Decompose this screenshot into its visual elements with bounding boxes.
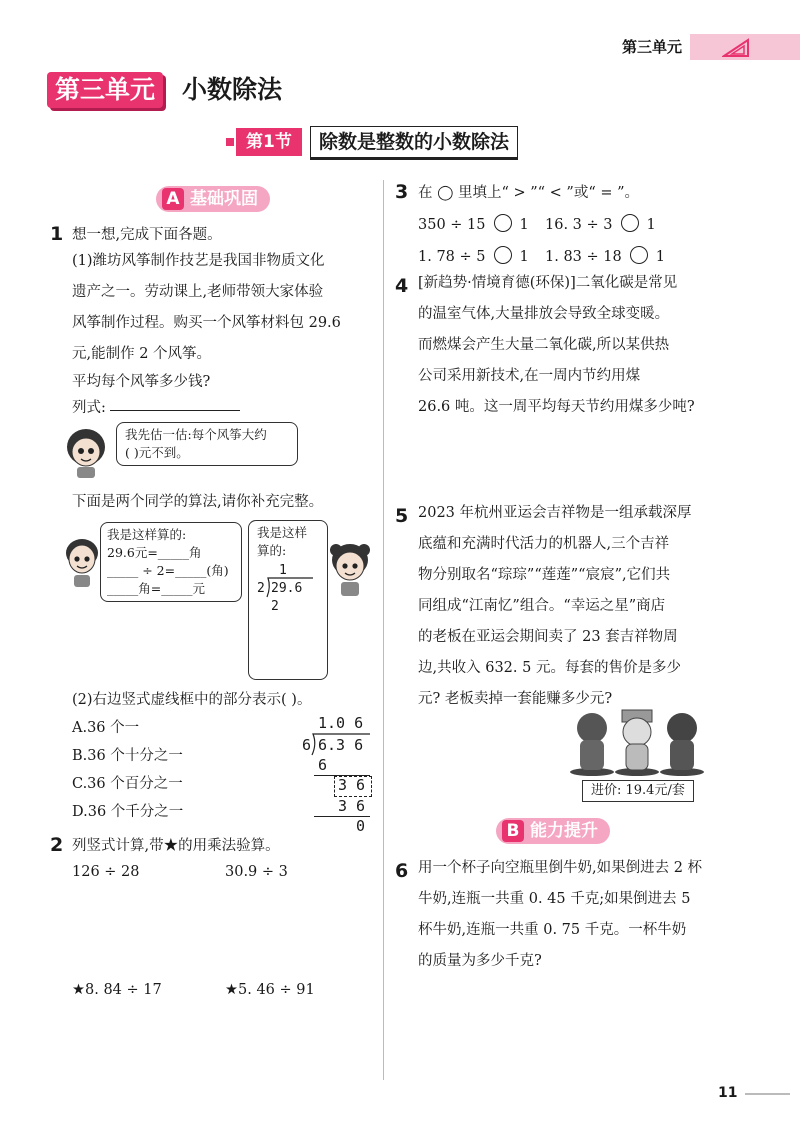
q1-formula-blank[interactable] (110, 410, 240, 411)
q3-a-left: 350 ÷ 15 (418, 217, 486, 233)
q1-part1-line1: (1)潍坊风筝制作技艺是我国非物质文化 (72, 253, 325, 269)
option-b[interactable]: B.36 个十分之一 (72, 748, 183, 764)
compare-circle[interactable] (630, 246, 648, 264)
page-number-rule (745, 1093, 790, 1095)
q1-complete-prompt: 下面是两个同学的算法,请你补充完整。 (72, 494, 324, 510)
q2-number: 2 (50, 834, 64, 856)
ld-row2: 3 6 (338, 776, 366, 794)
method-b-product: 2 (271, 599, 279, 614)
ld-divisor: 6 (302, 736, 312, 754)
section-dash-decoration (226, 138, 234, 146)
chapter-badge: 第三单元 (47, 72, 163, 108)
section-title: 除数是整数的小数除法 (310, 126, 518, 160)
ld-quotient: 1.0 6 (318, 714, 364, 732)
q3-item-a (418, 214, 529, 235)
estimate-bubble (116, 422, 298, 466)
header-unit-label: 第三单元 (622, 38, 683, 56)
q6-line2: 牛奶,连瓶一共重 0. 45 千克;如果倒进去 5 (418, 891, 691, 907)
q3-d-right: 1 (655, 249, 665, 265)
compare-circle[interactable] (494, 214, 512, 232)
q3-item-c (418, 246, 529, 267)
q6-line4: 的质量为多少千克? (418, 953, 542, 969)
method-a-line2[interactable]: _____ ÷ 2=_____(角) (107, 563, 229, 578)
level-b-header (496, 818, 610, 844)
compare-circle[interactable] (621, 214, 639, 232)
q2-expr3: ★8. 84 ÷ 17 (72, 982, 162, 998)
q1-number: 1 (50, 223, 64, 245)
q4-line1: [新趋势·情境育德(环保)]二氧化碳是常见 (418, 275, 678, 291)
option-a[interactable]: A.36 个一 (72, 720, 140, 736)
q4-line5: 26.6 吨。这一周平均每天节约用煤多少吨? (418, 399, 695, 415)
method-b-title-line2: 算的: (257, 543, 287, 558)
page-number: 11 (718, 1085, 738, 1101)
estimate-line1: 我先估一估:每个风筝大约 (125, 427, 267, 442)
q6-line1: 用一个杯子向空瓶里倒牛奶,如果倒进去 2 杯 (418, 860, 703, 876)
q5-line5: 的老板在亚运会期间卖了 23 套吉祥物周 (418, 629, 678, 645)
ld-row1: 6 (318, 756, 328, 774)
price-tag: 进价: 19.4元/套 (582, 780, 694, 802)
q5-line7: 元? 老板卖掉一套能赚多少元? (418, 691, 613, 707)
method-b-dividend: 29.6 (271, 581, 303, 596)
q4-number: 4 (395, 275, 409, 297)
compare-circle[interactable] (494, 246, 512, 264)
mascot-figurines-image (562, 708, 712, 776)
q3-d-left: 1. 83 ÷ 18 (545, 249, 622, 265)
option-c[interactable]: C.36 个百分之一 (72, 776, 183, 792)
method-a-line3[interactable]: _____角=_____元 (107, 581, 205, 596)
q1-stem: 想一想,完成下面各题。 (72, 227, 222, 243)
method-a-bubble (100, 522, 242, 602)
method-b-divisor: 2 (257, 581, 265, 596)
chapter-title: 小数除法 (182, 75, 283, 104)
q4-text (418, 268, 738, 423)
ld-dividend: 6.3 6 (318, 736, 364, 754)
method-b-bubble (248, 520, 328, 680)
option-d[interactable]: D.36 个千分之一 (72, 804, 184, 820)
level-a-header (156, 186, 270, 212)
q3-a-right: 1 (519, 217, 529, 233)
level-b-letter: B (502, 820, 524, 842)
q3-item-d (545, 246, 665, 267)
q3-number: 3 (395, 181, 409, 203)
method-b-quotient: 1 (279, 563, 287, 578)
q5-text (418, 498, 748, 715)
level-b-label: 能力提升 (530, 821, 598, 841)
q5-line4: 同组成“江南忆”组合。“幸运之星”商店 (418, 598, 666, 614)
q5-line1: 2023 年杭州亚运会吉祥物是一组承载深厚 (418, 505, 692, 521)
ld-row3: 3 6 (338, 797, 366, 815)
q1-part1-line2: 遗产之一。劳动课上,老师带领大家体验 (72, 284, 324, 300)
q6-number: 6 (395, 860, 409, 882)
q3-c-left: 1. 78 ÷ 5 (418, 249, 486, 265)
column-divider (383, 180, 384, 1080)
ld-row4: 0 (356, 817, 366, 835)
q1-part1-line3: 风筝制作过程。购买一个风筝材料包 29.6 (72, 315, 341, 331)
q5-line3: 物分别取名“琮琮”“莲莲”“宸宸”,它们共 (418, 567, 671, 583)
girl-avatar (62, 425, 110, 479)
q1-question: 平均每个风筝多少钱? (72, 374, 211, 390)
method-a-line1[interactable]: 29.6元=_____角 (107, 545, 202, 560)
q3-b-right: 1 (646, 217, 656, 233)
method-a-title: 我是这样算的: (107, 527, 187, 542)
q6-line3: 杯牛奶,连瓶一共重 0. 75 千克。一杯牛奶 (418, 922, 687, 938)
q4-line2: 的温室气体,大量排放会导致全球变暖。 (418, 306, 670, 322)
set-square-icon (722, 38, 750, 58)
q1-part1-line4: 元,能制作 2 个风筝。 (72, 346, 212, 362)
q5-number: 5 (395, 505, 409, 527)
q4-line4: 公司采用新技术,在一周内节约用煤 (418, 368, 641, 384)
q2-stem: 列竖式计算,带★的用乘法验算。 (72, 838, 280, 854)
q6-text (418, 853, 748, 977)
q5-line2: 底蕴和充满时代活力的机器人,三个吉祥 (418, 536, 670, 552)
q1-part2-question: (2)右边竖式虚线框中的部分表示( )。 (72, 692, 312, 708)
q3-item-b (545, 214, 656, 235)
level-a-letter: A (162, 188, 184, 210)
q3-c-right: 1 (519, 249, 529, 265)
q3-stem: 在 ◯ 里填上“ > ”“ < ”或“ = ”。 (418, 185, 640, 201)
q2-expr1: 126 ÷ 28 (72, 864, 140, 880)
q2-expr4: ★5. 46 ÷ 91 (225, 982, 315, 998)
level-a-label: 基础巩固 (190, 189, 258, 209)
section-badge: 第1节 (236, 128, 302, 156)
boy-avatar (62, 535, 102, 589)
q5-line6: 边,共收入 632. 5 元。每套的售价是多少 (418, 660, 681, 676)
q4-line3: 而燃煤会产生大量二氧化碳,所以某供热 (418, 337, 670, 353)
q2-expr2: 30.9 ÷ 3 (225, 864, 288, 880)
q1-formula-label: 列式: (72, 400, 106, 416)
method-b-title-line1: 我是这样 (257, 525, 308, 540)
q1-part1-text (72, 246, 377, 370)
girl-avatar-2 (328, 540, 372, 600)
q3-b-left: 16. 3 ÷ 3 (545, 217, 613, 233)
estimate-line2: ( )元不到。 (125, 445, 189, 460)
